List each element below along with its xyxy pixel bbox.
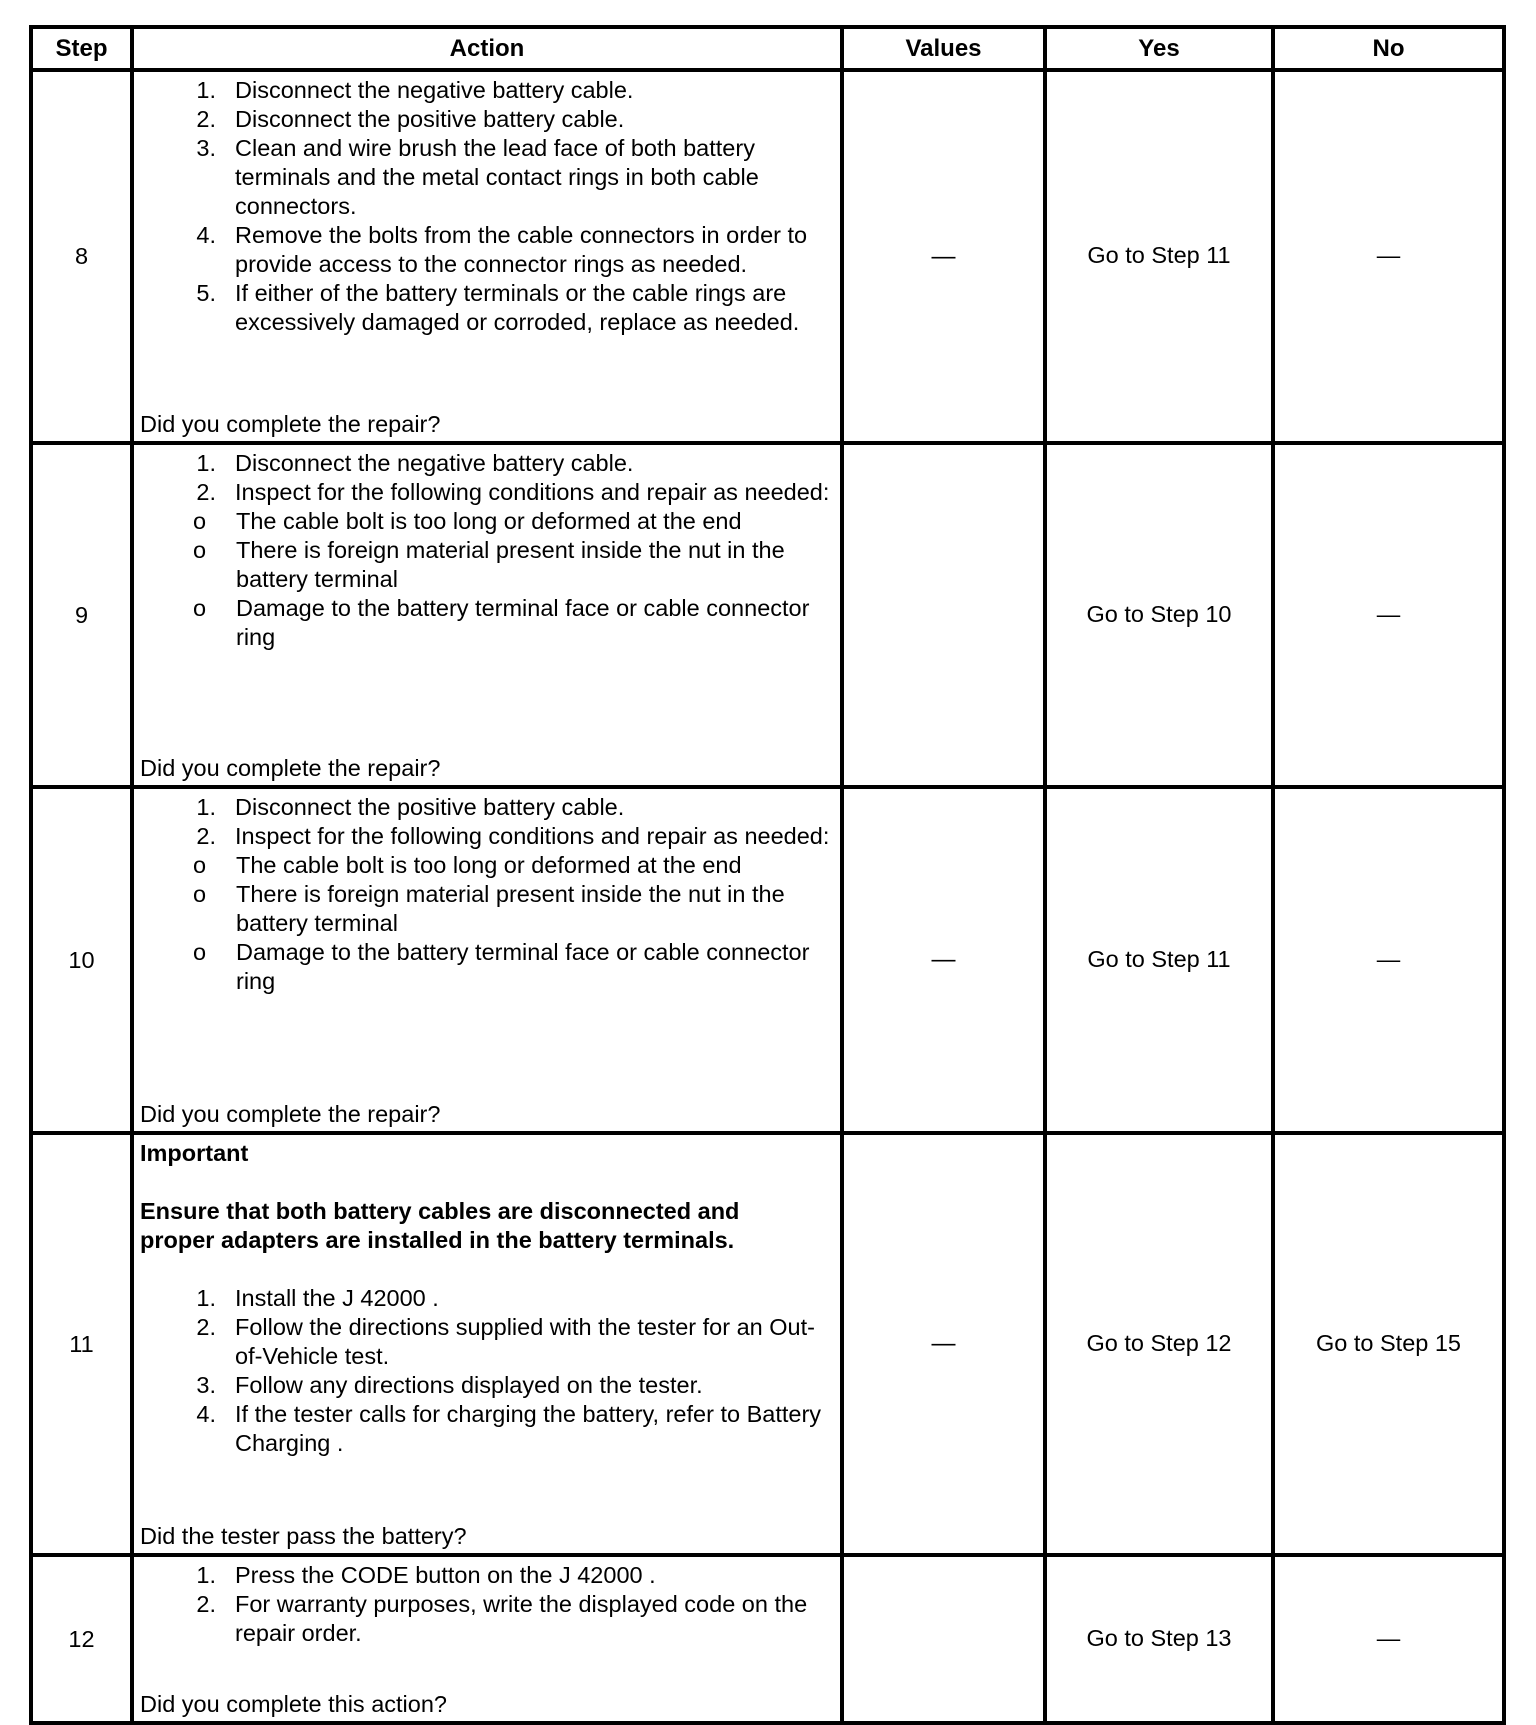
values-cell [842,1555,1045,1723]
list-item: 1. Press the CODE button on the J 42000 . [196,1562,656,1588]
list-item: 2. Disconnect the positive battery cable. [196,106,625,132]
important-note: Ensure that both battery cables are disconnected and proper adapters are installed in the battery terminals. [140,1198,740,1253]
yes-cell: Go to Step 13 [1045,1555,1273,1723]
condition-list [134,507,840,652]
list-item: 1. Install the J 42000 . [196,1285,439,1311]
question-text: Did you complete the repair? [140,755,441,781]
list-item: 3. Clean and wire brush the lead face of both battery terminals and the metal contact rings in both cable connectors. [196,135,759,219]
no-cell: — [1273,70,1504,443]
list-item: 5. If either of the battery terminals or the cable rings are excessively damaged or corroded, replace as needed. [196,280,800,335]
table-row-step-9 [31,443,1504,787]
header-step: Step [31,27,132,70]
action-steps [134,789,840,996]
question-text: Did you complete the repair? [140,1101,441,1127]
values-cell: — [842,70,1045,443]
diagnostic-table-page [29,25,1506,1725]
list-item: 2. Inspect for the following conditions and repair as needed: o The cable bolt is too long or deformed at the end o There is foreign material present inside the nut in the battery terminal o Damage to the battery terminal face or cable connector ring [134,478,840,652]
list-item: 1. Disconnect the negative battery cable. [196,450,634,476]
yes-cell: Go to Step 11 [1045,787,1273,1133]
values-cell: — [842,787,1045,1133]
list-item: 3. Follow any directions displayed on the tester. [196,1372,703,1398]
list-item: o Damage to the battery terminal face or cable connector ring [193,939,810,994]
diagnostic-table [29,25,1506,1725]
list-item: 1. Disconnect the negative battery cable. [196,77,634,103]
yes-cell: Go to Step 12 [1045,1133,1273,1555]
step-number: 9 [31,443,132,787]
table-row-step-10 [31,787,1504,1133]
step-number: 10 [31,787,132,1133]
list-item: o There is foreign material present inside the nut in the battery terminal [193,881,785,936]
list-item: o The cable bolt is too long or deformed at the end [193,852,742,878]
list-item: 2. Inspect for the following conditions and repair as needed: o The cable bolt is too long or deformed at the end o There is foreign material present inside the nut in the battery terminal o Damage to the battery terminal face or cable connector ring [134,822,840,996]
header-no: No [1273,27,1504,70]
table-row-step-12 [31,1555,1504,1723]
important-heading: Important [140,1140,249,1166]
action-steps [134,1284,840,1458]
action-steps [134,72,840,337]
action-cell [132,1555,842,1723]
action-cell [132,787,842,1133]
header-row [31,27,1504,70]
table-row-step-11 [31,1133,1504,1555]
action-steps [134,1557,840,1648]
condition-list [134,851,840,996]
question-text: Did you complete this action? [140,1691,447,1717]
header-yes: Yes [1045,27,1273,70]
action-steps [134,445,840,652]
question-text: Did you complete the repair? [140,411,441,437]
no-cell: — [1273,443,1504,787]
table-row-step-8 [31,70,1504,443]
action-cell [132,443,842,787]
yes-cell: Go to Step 11 [1045,70,1273,443]
values-cell [842,443,1045,787]
step-number: 12 [31,1555,132,1723]
no-cell: Go to Step 15 [1273,1133,1504,1555]
header-action: Action [132,27,842,70]
list-item: 4. If the tester calls for charging the battery, refer to Battery Charging . [196,1401,822,1456]
list-item: o There is foreign material present inside the nut in the battery terminal [193,537,785,592]
step-number: 11 [31,1133,132,1555]
list-item: 2. For warranty purposes, write the displayed code on the repair order. [196,1591,808,1646]
question-text: Did the tester pass the battery? [140,1523,467,1549]
list-item: 4. Remove the bolts from the cable connectors in order to provide access to the connector rings as needed. [196,222,808,277]
header-values: Values [842,27,1045,70]
yes-cell: Go to Step 10 [1045,443,1273,787]
list-item: o The cable bolt is too long or deformed at the end [193,508,742,534]
list-item: o Damage to the battery terminal face or cable connector ring [193,595,810,650]
no-cell: — [1273,1555,1504,1723]
action-cell [132,1133,842,1555]
list-item: 1. Disconnect the positive battery cable. [196,794,625,820]
step-number: 8 [31,70,132,443]
list-item: 2. Follow the directions supplied with the tester for an Out-of-Vehicle test. [196,1314,815,1369]
values-cell: — [842,1133,1045,1555]
no-cell: — [1273,787,1504,1133]
action-cell [132,70,842,443]
